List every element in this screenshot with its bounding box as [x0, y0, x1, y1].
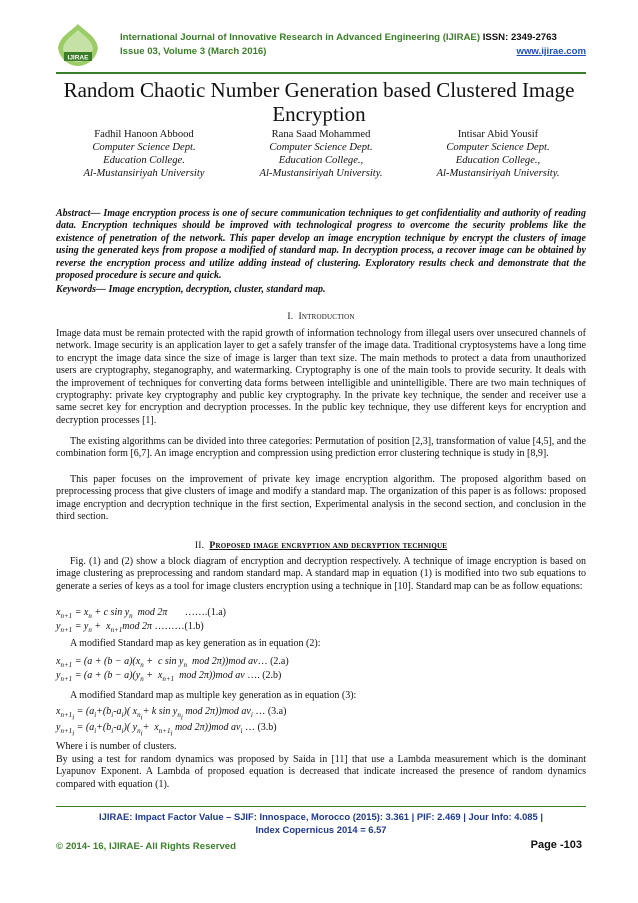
impact-line-1: IJIRAE: Impact Factor Value – SJIF: Innospace, Morocco (2015): 3.361 | PIF: 2.469 | Jour Info: 4.085 | — [99, 811, 543, 822]
equation-tag: ………(1.b) — [154, 621, 204, 632]
proposed-paragraph-5: By using a test for random dynamics was proposed by Saida in [11] that use a Lambda measurement which is the dominant Lyapunov Exponent. A Lambda of proposed equation is decreased that indicate increased the presence of random dynamics compared with equation (1). — [56, 754, 586, 790]
author-dept: Computer Science Dept. — [446, 142, 550, 153]
section-title: Proposed image encryption and decryption technique — [209, 540, 448, 551]
author-dept: Computer Science Dept. — [92, 142, 196, 153]
equation-1b: $y_{n+1} = y_n + x_{n+1}mod$ 2π ………(1.b) — [56, 621, 204, 634]
section-number: I. — [287, 311, 294, 322]
intro-paragraph-3: This paper focuses on the improvement of private key image encryption algorithm. The proposed algorithm based on preprocessing process that give clusters of image and modify a standard map. The organization of this paper is as follows: proposed image encryption and decryption technique in the first section, Experimental analysis in the second section, and conclusion in the third section. — [56, 474, 586, 523]
equation-tag: …. (2.b) — [247, 670, 282, 681]
issue-info: Issue 03, Volume 3 (March 2016) — [120, 46, 267, 57]
author-1 — [56, 128, 232, 180]
author-university: Al-Mustansiriyah University. — [259, 168, 383, 179]
copyright: © 2014- 16, IJIRAE- All Rights Reserved — [56, 841, 236, 852]
logo-text: IJIRAE — [67, 54, 89, 62]
author-list — [56, 128, 586, 178]
equation-1a: $x_{n+1} = x_n + c$ $\sin y_n$ mod 2π …….(1.a) — [56, 607, 227, 620]
proposed-paragraph-3: A modified Standard map as multiple key generation as in equation (3): — [70, 690, 357, 701]
section-title: Introduction — [298, 311, 355, 322]
author-college: Education College., — [455, 155, 541, 166]
equation-2a: $x_{n+1} = (a + (b - a)(x_n + c$ $\sin y_n$ mod 2π))mod av… (2.a) — [56, 656, 289, 669]
equation-3a: $x_{n+1_i} = (a_i+(b_i-a_i)$( $x_{n_i}+ k$ $\sin y_{n_i}$ mod 2π))mod $av_i$ … (3.a) — [56, 706, 287, 722]
proposed-paragraph-4: Where i is number of clusters. — [56, 741, 177, 752]
journal-logo-icon — [56, 22, 100, 68]
author-name: Intisar Abid Yousif — [457, 129, 539, 140]
author-college: Education College. — [103, 155, 185, 166]
author-dept: Computer Science Dept. — [269, 142, 373, 153]
author-name: Fadhil Hanoon Abbood — [94, 129, 194, 140]
impact-line-2: Index Copernicus 2014 = 6.57 — [255, 824, 387, 835]
equation-tag: … (2.a) — [257, 656, 289, 667]
journal-website-link[interactable]: www.ijirae.com — [516, 46, 586, 57]
page-number: Page -103 — [530, 839, 582, 851]
author-university: Al-Mustansiriyah University. — [436, 168, 560, 179]
journal-title-text: International Journal of Innovative Research in Advanced Engineering (IJIRAE) — [120, 32, 481, 43]
intro-paragraph-1: Image data must be remain protected with the rapid growth of information technology from illegal users over unsecured channels of network. Image security is an application layer to get a safely transfer of the image data. Traditional cryptosystems have a long time to encrypt the image data since the size of image is larger than text size. The main methods to protect a data from unauthorized users are cryptography, steganography, and watermarking. Cryptography is one of the main tools to provide security. It deals with the improvement of techniques for converting data forms between intelligible and unintelligible. There are two main techniques of cryptography: private key cryptography and public key cryptography. In the private key technique, the sender and receiver use a same secret key for encryption and decryption processes. In the public key technique, they use different keys for encryption and decryption processes [1]. — [56, 328, 586, 426]
proposed-paragraph-1: Fig. (1) and (2) show a block diagram of encryption and decryption respectively. A technique of image encryption is based on image clustering as preprocessing and random standard map. A standard map in equation (1) is modified into two sub equations to generate a series of keys as a tool for image clusters encryption using a technique in [10]. Standard map can be as follow equations: — [56, 556, 586, 592]
author-2 — [233, 128, 409, 180]
header-divider — [56, 72, 586, 74]
footer-divider — [56, 806, 586, 807]
equation-2b: $y_{n+1} = (a + (b - a)(y_n + x_{n+1}$ mod 2π))mod av …. (2.b) — [56, 670, 282, 683]
equation-tag: …….(1.a) — [184, 607, 227, 618]
equation-tag: … (3.b) — [244, 722, 277, 733]
impact-factor-info — [56, 810, 586, 836]
abstract: Abstract— Image encryption process is one of secure communication techniques to get confidentiality and authority of reading data. Encryption techniques should be improved with technological progress to overcome the security problems like the existence of penetration of the network. This paper develop an image encryption technique by encrypt the clusters of image using the generated keys from propose a modified of standard map. In decryption process, a recover image can be obtained by reverse the encryption process and utilize adding instead of clustering. Exploratory results check and demonstrate that the proposed procedure is secure and quick. — [56, 208, 586, 282]
keywords: Keywords— Image encryption, decryption, cluster, standard map. — [56, 284, 326, 295]
equation-tag: … (3.a) — [255, 706, 287, 717]
intro-paragraph-2: The existing algorithms can be divided into three categories: Permutation of position [2,3], transformation of value [4,5], and the combination form [6,7]. An image encryption and compression using prediction error clustering technique is study in [8,9]. — [56, 436, 586, 460]
section-heading-proposed-technique — [56, 540, 586, 551]
author-3 — [410, 128, 586, 180]
section-heading-introduction — [56, 311, 586, 322]
equation-3b: $y_{n+1_i} = (a_i+(b_i-a_i)$( $y_{n_i}+ x_{n+1_i}$ mod 2π))mod $av_i$ … (3.b) — [56, 722, 277, 738]
journal-name — [120, 32, 557, 43]
journal-header — [56, 22, 586, 72]
author-college: Education College., — [278, 155, 364, 166]
author-university: Al-Mustansiriyah University — [83, 168, 205, 179]
paper-title: Random Chaotic Number Generation based Clustered Image Encryption — [63, 78, 575, 126]
proposed-paragraph-2: A modified Standard map as key generation as in equation (2): — [70, 638, 321, 649]
issn: ISSN: 2349-2763 — [482, 32, 557, 43]
author-name: Rana Saad Mohammed — [271, 129, 371, 140]
section-number: II. — [194, 540, 205, 551]
